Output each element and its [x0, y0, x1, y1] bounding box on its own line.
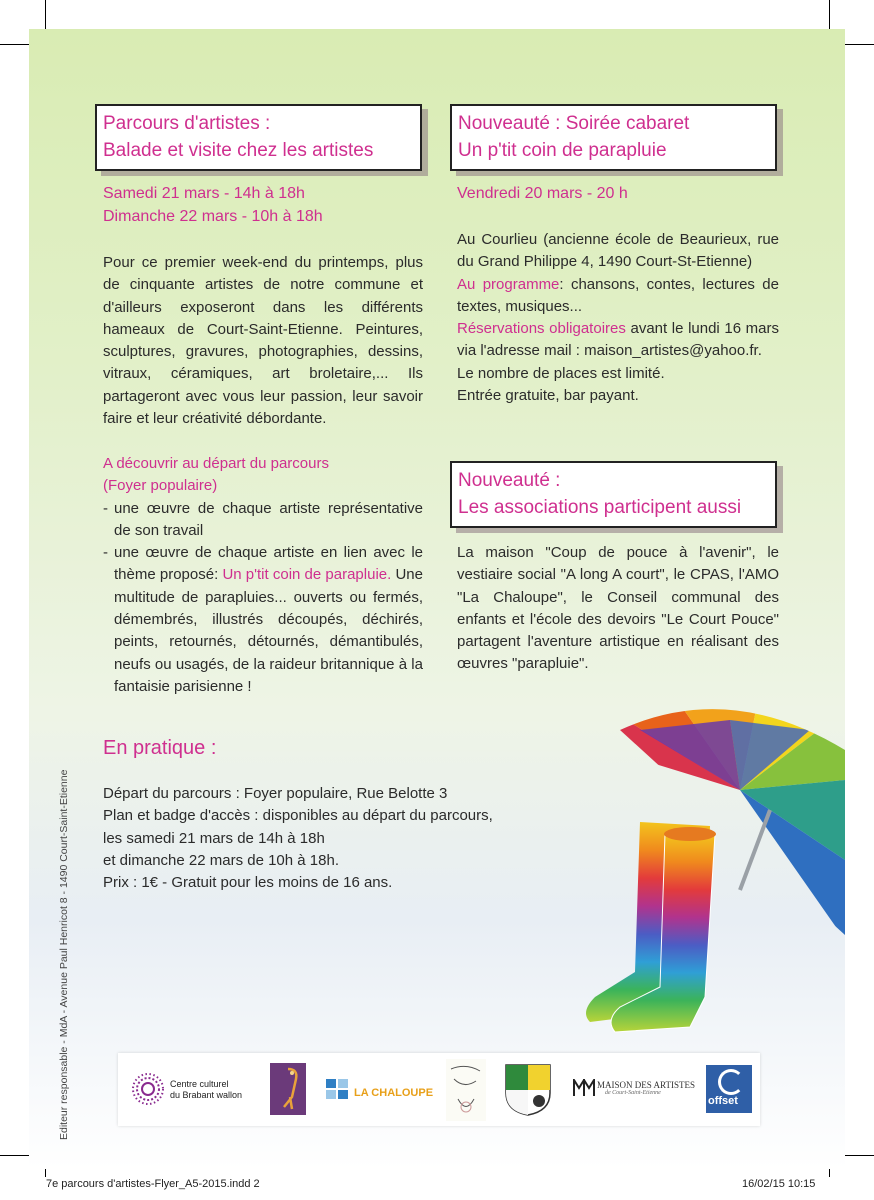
- crop-mark: [845, 1155, 874, 1156]
- centre-culturel-line1: Centre culturel: [170, 1079, 229, 1089]
- maison-des-artistes-logo-icon: [573, 1079, 595, 1097]
- offset-printer-logo: [706, 1065, 752, 1113]
- pratique-heading: En pratique :: [103, 737, 217, 759]
- cabaret-heading-line2: Un p'tit coin de parapluie: [458, 140, 667, 161]
- discover-title: A découvrir au départ du parcours: [103, 455, 329, 472]
- bullet-text-continued: Une multitude de parapluies... ouverts ou fermés, démembrés, illustrés découpés, déchirés, peints, retournés, détournés, démantibulés, neufs ou usagés, de la raideur britannique à la fantaisie parisienne !: [114, 566, 423, 695]
- cabaret-heading-line1: Nouveauté : Soirée cabaret: [458, 113, 690, 134]
- cabaret-venue: Au Courlieu (ancienne école de Beaurieux, rue du Grand Philippe 4, 1490 Court-St-Etienne): [457, 231, 779, 271]
- reservation-label: Réservations obligatoires: [457, 320, 626, 338]
- publisher-sidebar-text: Editeur responsable - MdA - Avenue Paul Henricot 8 - 1490 Court-Saint-Etienne: [58, 769, 70, 1140]
- centre-culturel-logo-icon: [132, 1073, 164, 1105]
- crop-mark: [845, 44, 874, 45]
- cabaret-details: [457, 229, 779, 407]
- childrens-drawing-logo-icon: [446, 1059, 486, 1121]
- associations-text: La maison "Coup de pouce à l'avenir", le vestiaire social "A long A court", le CPAS, l'AMO "La Chaloupe", le Conseil communal des enfants et l'école des devoirs "Le Court Pouce" partagent l'aventure artistique en réalisant des œuvres "parapluie".: [457, 544, 779, 673]
- partner-logos-strip: [118, 1053, 760, 1126]
- discover-bullet: [103, 498, 423, 543]
- reservation-text: avant le lundi 16 mars via l'adresse mail : maison_artistes@yahoo.fr.: [457, 320, 780, 360]
- parcours-dates: [103, 182, 323, 228]
- parcours-date-saturday: Samedi 21 mars - 14h à 18h: [103, 185, 305, 202]
- parcours-date-sunday: Dimanche 22 mars - 10h à 18h: [103, 208, 323, 225]
- parcours-heading-box: [95, 104, 422, 171]
- pratique-line: Prix : 1€ - Gratuit pour les moins de 16 ans.: [103, 874, 393, 892]
- discover-subtitle: (Foyer populaire): [103, 477, 218, 495]
- cabaret-date: Vendredi 20 mars - 20 h: [457, 185, 628, 202]
- bullet-dash: -: [103, 544, 108, 562]
- maison-des-artistes-tagline: de Court-Saint-Etienne: [605, 1090, 661, 1096]
- bullet-text: une œuvre de chaque artiste représentative de son travail: [114, 499, 423, 539]
- centre-culturel-logo: [170, 1079, 242, 1101]
- associations-heading-box: [450, 461, 777, 528]
- parcours-discover: [103, 453, 423, 698]
- chaloupe-logo: LA CHALOUPE: [354, 1087, 434, 1099]
- crop-mark: [0, 44, 29, 45]
- pratique-line: les samedi 21 mars de 14h à 18h: [103, 829, 325, 847]
- programme-label: Au programme: [457, 275, 560, 293]
- cabaret-reservation: [457, 318, 779, 363]
- offset-logo-swirl-icon: [718, 1069, 744, 1095]
- chaloupe-logo-icon: [326, 1079, 350, 1099]
- cabaret-places: Le nombre de places est limité.: [457, 364, 665, 382]
- parcours-heading-line1: Parcours d'artistes :: [103, 113, 271, 134]
- crop-mark: [829, 0, 830, 29]
- heron-logo-icon: [270, 1063, 306, 1115]
- parcours-heading-line2: Balade et visite chez les artistes: [103, 140, 374, 161]
- rain-boots-illustration: [580, 812, 750, 1042]
- pratique-line: Départ du parcours : Foyer populaire, Rue Belotte 3: [103, 785, 448, 802]
- maison-des-artistes-logo: [597, 1080, 695, 1096]
- bullet-dash: -: [103, 499, 108, 517]
- bullet-text: une œuvre de chaque artiste en lien avec le thème proposé:: [114, 544, 423, 584]
- discover-bullet: [103, 542, 423, 698]
- centre-culturel-line2: du Brabant wallon: [170, 1090, 243, 1100]
- cabaret-entry: Entrée gratuite, bar payant.: [457, 387, 639, 405]
- crop-mark: [45, 0, 46, 29]
- footer-filename: 7e parcours d'artistes-Flyer_A5-2015.indd 2: [46, 1178, 260, 1190]
- crop-mark: [0, 1155, 29, 1156]
- cabaret-heading-box: [450, 104, 777, 171]
- maison-des-artistes-name: MAISON DES ARTISTES: [597, 1080, 695, 1090]
- commune-crest-logo-icon: [504, 1063, 552, 1117]
- pratique-line: Plan et badge d'accès : disponibles au départ du parcours,: [103, 807, 493, 825]
- programme-text: : chansons, contes, lectures de textes, musiques...: [457, 275, 779, 315]
- pratique-line: et dimanche 22 mars de 10h à 18h.: [103, 851, 339, 869]
- crop-mark: [45, 1169, 46, 1177]
- cabaret-programme: [457, 274, 779, 319]
- pratique-details: [103, 783, 523, 894]
- associations-heading-line1: Nouveauté :: [458, 470, 561, 491]
- offset-logo-text: offset: [708, 1095, 738, 1107]
- theme-name: Un p'tit coin de parapluie.: [222, 566, 392, 584]
- associations-heading-line2: Les associations participent aussi: [458, 497, 742, 518]
- crop-mark: [829, 1169, 830, 1177]
- footer-timestamp: 16/02/15 10:15: [742, 1178, 816, 1190]
- parcours-intro: Pour ce premier week-end du printemps, plus de cinquante artistes de notre commune et d'ailleurs exposeront dans les différents hameaux de Court-Saint-Etienne. Peintures, sculptures, gravures, photographies, dessins, vitraux, céramiques, art broletaire,... Ils partageront avec vous leur passion, leur savoir faire et leur créativité débordante.: [103, 254, 423, 428]
